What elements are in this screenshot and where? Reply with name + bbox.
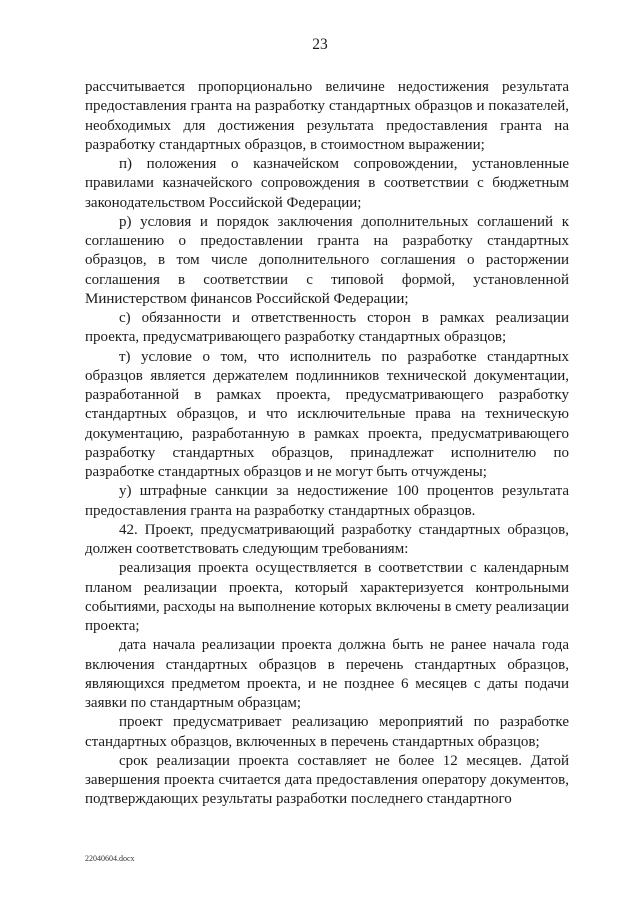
page-number: 23 xyxy=(312,36,328,53)
document-filename-footer: 22040604.docx xyxy=(85,854,135,863)
paragraph-item-t: т) условие о том, что исполнитель по разработке стандартных образцов является держателем подлинников технической документации, разработанной в рамках проекта, предусматривающего разработку стандартных образцов, и что исключительные права на техническую документацию, разработанную в рамках проекта, предусматривающего разработку стандартных образцов, принадлежат исполнителю по разработке стандартных образцов и не могут быть отчуждены; xyxy=(85,348,569,480)
paragraph-continuation: рассчитывается пропорционально величине недостижения результата предоставления гранта на разработку стандартных образцов и показателей, необходимых для достижения результата предоставления гранта на разработку стандартных образцов, в стоимостном выражении; xyxy=(85,79,569,153)
paragraph-requirement-start-date: дата начала реализации проекта должна быть не ранее начала года включения стандартных образцов в перечень стандартных образцов, являющихся предметом проекта, и не позднее 6 месяцев с даты подачи заявки по стандартным образцам; xyxy=(85,637,569,711)
paragraph-section-42: 42. Проект, предусматривающий разработку стандартных образцов, должен соответствовать следующим требованиям: xyxy=(85,521,569,557)
document-body xyxy=(85,78,569,810)
paragraph-item-u: у) штрафные санкции за недостижение 100 процентов результата предоставления гранта на разработку стандартных образцов. xyxy=(85,483,569,519)
paragraph-item-s: с) обязанности и ответственность сторон в рамках реализации проекта, предусматривающего разработку стандартных образцов; xyxy=(85,310,569,346)
paragraph-requirement-calendar: реализация проекта осуществляется в соответствии с календарным планом реализации проекта, который характеризуется контрольными событиями, расходы на выполнение которых включены в смету реализации проекта; xyxy=(85,560,569,634)
paragraph-requirement-duration: срок реализации проекта составляет не более 12 месяцев. Датой завершения проекта считается дата предоставления оператору документов, подтверждающих результаты разработки последнего стандартного xyxy=(85,752,569,808)
paragraph-item-r: р) условия и порядок заключения дополнительных соглашений к соглашению о предоставлении гранта на разработку стандартных образцов, в том числе дополнительного соглашения о расторжении соглашения в соответствии с типовой формой, установленной Министерством финансов Российской Федерации; xyxy=(85,213,569,307)
paragraph-requirement-activities: проект предусматривает реализацию мероприятий по разработке стандартных образцов, включенных в перечень стандартных образцов; xyxy=(85,714,569,750)
paragraph-item-p: п) положения о казначейском сопровождении, установленные правилами казначейского сопровождения в соответствии с бюджетным законодательством Российской Федерации; xyxy=(85,156,569,211)
